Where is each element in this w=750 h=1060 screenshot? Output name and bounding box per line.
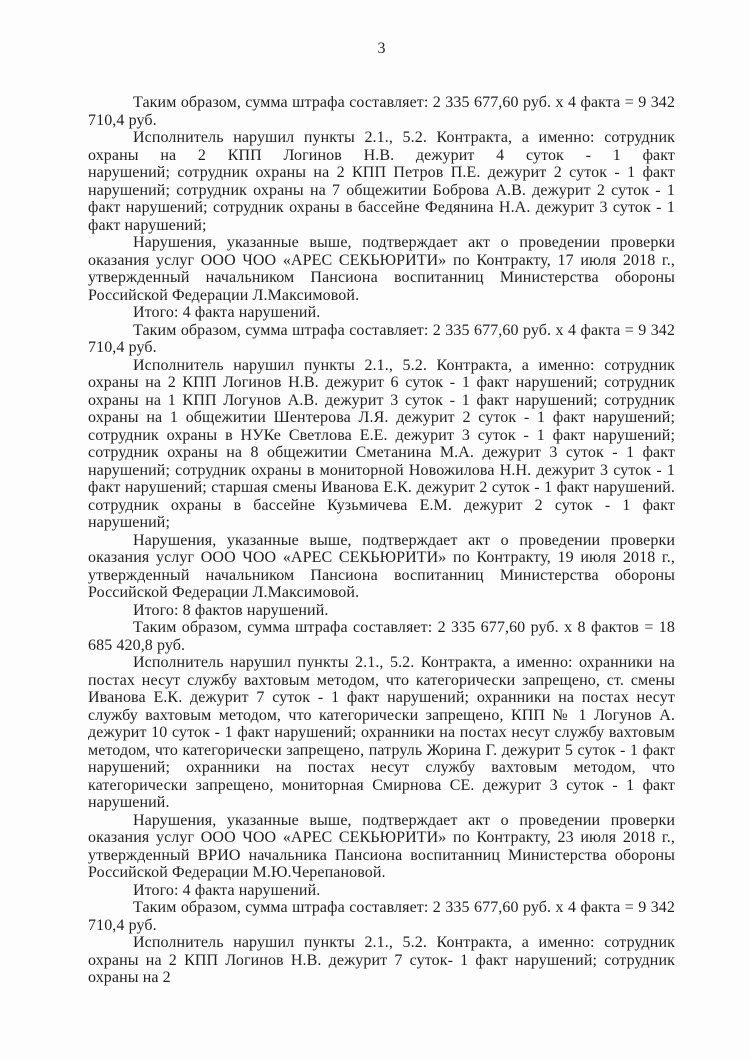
paragraph-text: Исполнитель нарушил пункты 2.1., 5.2. Контракта, а именно: сотрудник охраны на 2 КПП Логинов Н.В. дежурит 7 суток- 1 факт нарушений; сотрудник охраны на 2 [88,934,675,986]
paragraph-text: Нарушения, указанные выше, подтверждает акт о проведении проверки оказания услуг ООО ЧОО «АРЕС СЕКЬЮРИТИ» по Контракту, 19 июля 2018 г., утвержденный начальником Пансиона воспитанниц Министерства обороны Российской Федерации Л.Максимовой. [88,531,675,601]
paragraph [88,129,675,234]
document-body [88,94,675,987]
paragraph-text: Итого: 4 факта нарушений. [133,881,321,899]
paragraph-text: Таким образом, сумма штрафа составляет: 2 335 677,60 руб. х 4 факта = 9 342 710,4 руб. [88,899,675,934]
paragraph [88,322,675,357]
paragraph [88,357,675,532]
paragraph-text-continued: нарушений; [88,514,171,531]
paragraph [88,304,675,322]
paragraph [88,532,675,602]
paragraph [88,234,675,304]
paragraph [88,654,675,812]
paragraph [88,882,675,900]
paragraph [88,619,675,654]
paragraph-text: Таким образом, сумма штрафа составляет: 2 335 677,60 руб. х 8 фактов = 18 685 420,8 руб. [88,619,675,654]
paragraph-text-continued: нарушений; сотрудник охраны на 2 КПП Петров П.Е. дежурит 2 суток - 1 факт нарушений; сотрудник охраны на 7 общежитии Боброва А.В. дежурит 2 суток - 1 факт нарушений; сотрудник охраны в бассейне Федянина Н.А. дежурит 3 суток - 1 факт нарушений; [88,164,675,234]
paragraph-text: Исполнитель нарушил пункты 2.1., 5.2. Контракта, а именно: охранники на постах несут службу вахтовым методом, что категорически запрещено, ст. смены Иванова Е.К. дежурит 7 суток - 1 факт нарушений; охранники на постах несут службу вахтовым методом, что категорически запрещено, КПП № 1 Логунов А. дежурит 10 суток - 1 факт нарушений; охранники на постах несут службу вахтовым методом, что категорически запрещено, патруль Жорина Г. дежурит 5 суток - 1 факт нарушений; охранники на постах несут службу вахтовым методом, что категорически запрещено, мониторная Смирнова СЕ. дежурит 3 суток - 1 факт нарушений. [88,654,675,811]
paragraph-text: Таким образом, сумма штрафа составляет: 2 335 677,60 руб. х 4 факта = 9 342 710,4 руб. [88,94,675,129]
paragraph [88,899,675,934]
paragraph [88,94,675,129]
paragraph [88,812,675,882]
paragraph-text: Исполнитель нарушил пункты 2.1., 5.2. Контракта, а именно: сотрудник охраны на 2 КПП Логинов Н.В. дежурит 4 суток - 1 факт [88,129,675,164]
paragraph-text: Итого: 4 факта нарушений. [133,304,321,321]
paragraph [88,934,675,987]
paragraph-text: Итого: 8 фактов нарушений. [133,601,329,619]
paragraph-text: Нарушения, указанные выше, подтверждает акт о проведении проверки оказания услуг ООО ЧОО «АРЕС СЕКЬЮРИТИ» по Контракту, 23 июля 2018 г., утвержденный ВРИО начальника Пансиона воспитанниц Министерства обороны Российской Федерации М.Ю.Черепановой. [88,811,675,881]
paragraph [88,602,675,620]
paragraph-text: Таким образом, сумма штрафа составляет: 2 335 677,60 руб. х 4 факта = 9 342 710,4 руб. [88,321,675,356]
paragraph-text: Нарушения, указанные выше, подтверждает акт о проведении проверки оказания услуг ООО ЧОО «АРЕС СЕКЬЮРИТИ» по Контракту, 17 июля 2018 г., утвержденный начальником Пансиона воспитанниц Министерства обороны Российской Федерации Л.Максимовой. [88,234,675,304]
paragraph-text: Исполнитель нарушил пункты 2.1., 5.2. Контракта, а именно: сотрудник охраны на 2 КПП Логинов Н.В. дежурит 6 суток - 1 факт нарушений; сотрудник охраны на 1 КПП Логунов А.В. дежурит 3 суток - 1 факт нарушений; сотрудник охраны на 1 общежитии Шентерова Л.Я. дежурит 2 суток - 1 факт нарушений; сотрудник охраны в НУКе Светлова Е.Е. дежурит 3 суток - 1 факт нарушений; сотрудник охраны на 8 общежитии Сметанина М.А. дежурит 3 суток - 1 факт нарушений; сотрудник охраны в мониторной Новожилова Н.Н. дежурит 3 суток - 1 факт нарушений; старшая смены Иванова Е.К. дежурит 2 суток - 1 факт нарушений. сотрудник охраны в бассейне Кузьмичева Е.М. дежурит 2 суток - 1 факт [88,356,675,514]
page-number: 3 [377,40,386,57]
